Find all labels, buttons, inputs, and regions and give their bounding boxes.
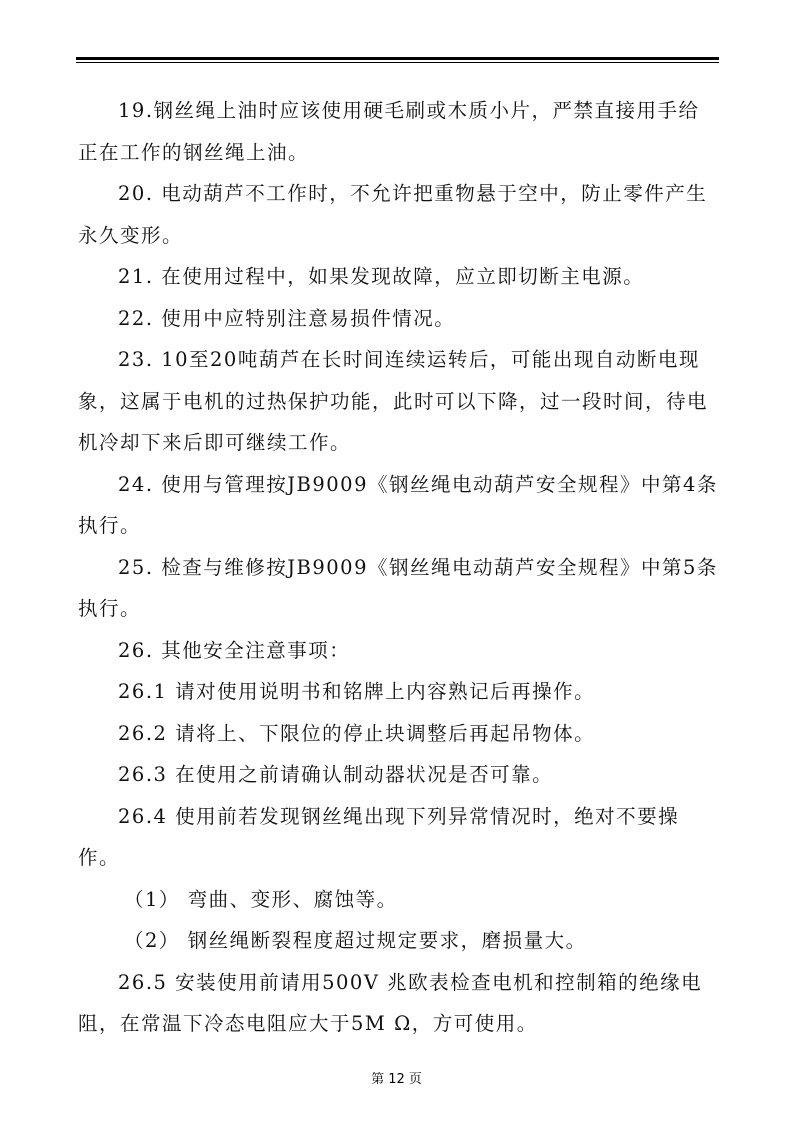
paragraph-19: 19.钢丝绳上油时应该使用硬毛刷或木质小片，严禁直接用手给正在工作的钢丝绳上油。 — [78, 99, 700, 164]
paragraph-23: 23. 10至20吨葫芦在长时间连续运转后，可能出现自动断电现象，这属于电机的过热保护功能，此时可以下降，过一段时间，待电机冷却下来后即可继续工作。 — [78, 348, 709, 454]
paragraph-22: 22. 使用中应特别注意易损件情况。 — [118, 306, 456, 330]
paragraph-26: 26. 其他安全注意事项： — [118, 638, 351, 662]
header-rule-thin — [76, 62, 719, 63]
sub-item-2: （2） 钢丝绳断裂程度超过规定要求，磨损量大。 — [124, 929, 587, 952]
header-rule-thick — [76, 57, 719, 60]
paragraph-26-5: 26.5 安装使用前请用500V 兆欧表检查电机和控制箱的绝缘电阻，在常温下冷态电阻应大于5M Ω，方可使用。 — [78, 970, 703, 1035]
paragraph-26-1: 26.1 请对使用说明书和铭牌上内容熟记后再操作。 — [118, 680, 596, 703]
sub-item-1: （1） 弯曲、变形、腐蚀等。 — [124, 887, 398, 911]
paragraph-26-3: 26.3 在使用之前请确认制动器状况是否可靠。 — [118, 763, 554, 786]
paragraph-26-4: 26.4 使用前若发现钢丝绳出现下列异常情况时，绝对不要操作。 — [78, 804, 680, 869]
paragraph-26-2: 26.2 请将上、下限位的停止块调整后再起吊物体。 — [118, 721, 596, 745]
paragraph-20: 20. 电动葫芦不工作时，不允许把重物悬于空中，防止零件产生永久变形。 — [78, 182, 708, 247]
paragraph-24: 24. 使用与管理按JB9009《钢丝绳电动葫芦安全规程》中第4条执行。 — [78, 472, 718, 537]
document-body — [78, 90, 718, 1045]
paragraph-21: 21. 在使用过程中，如果发现故障，应立即切断主电源。 — [118, 265, 645, 288]
page-number: 第 12 页 — [371, 1072, 422, 1087]
paragraph-25: 25. 检查与维修按JB9009《钢丝绳电动葫芦安全规程》中第5条执行。 — [78, 555, 718, 620]
